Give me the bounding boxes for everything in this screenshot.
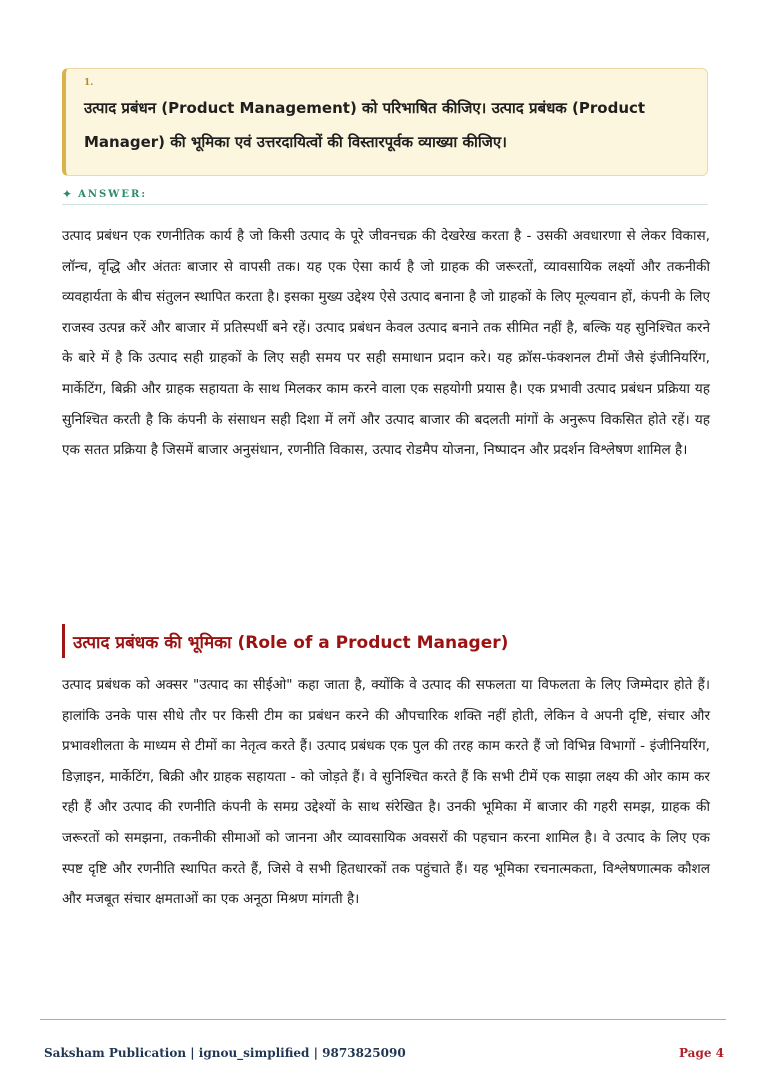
section-heading-text: उत्पाद प्रबंधक की भूमिका (Role of a Product Manager) [73, 632, 509, 653]
footer-publisher: Saksham Publication | ignou_simplified | 9873825090 [44, 1046, 406, 1060]
sparkle-icon: ✦ [62, 187, 73, 201]
heading-accent-bar [62, 624, 65, 658]
question-box [62, 68, 708, 176]
answer-paragraph-intro: उत्पाद प्रबंधन एक रणनीतिक कार्य है जो किसी उत्पाद के पूरे जीवनचक्र की देखरेख करता है - उसकी अवधारणा से लेकर विकास, लॉन्च, वृद्धि और अंततः बाजार से वापसी तक। यह एक ऐसा कार्य है जो ग्राहक की जरूरतों, व्यावसायिक लक्ष्यों और तकनीकी व्यवहार्यता के बीच संतुलन स्थापित करता है। इसका मुख्य उद्देश्य ऐसे उत्पाद बनाना है जो ग्राहकों के लिए मूल्यवान हों, कंपनी के लिए राजस्व उत्पन्न करें और बाजार में प्रतिस्पर्धी बने रहें। उत्पाद प्रबंधन केवल उत्पाद बनाने तक सीमित नहीं है, बल्कि यह सुनिश्चित करने के बारे में है कि उत्पाद सही ग्राहकों के लिए सही समय पर सही समाधान प्रदान करे। यह क्रॉस-फंक्शनल टीमों जैसे इंजीनियरिंग, मार्केटिंग, बिक्री और ग्राहक सहायता के साथ मिलकर काम करने वाला एक सहयोगी प्रयास है। एक प्रभावी उत्पाद प्रबंधन प्रक्रिया यह सुनिश्चित करती है कि कंपनी के संसाधन सही दिशा में लगें और उत्पाद बाजार की बदलती मांगों के अनुरूप विकसित होते रहें। यह एक सतत प्रक्रिया है जिसमें बाजार अनुसंधान, रणनीति विकास, उत्पाद रोडमैप योजना, निष्पादन और प्रदर्शन विश्लेषण शामिल है। [62, 228, 710, 459]
question-text: उत्पाद प्रबंधन (Product Management) को परिभाषित कीजिए। उत्पाद प्रबंधक (Product Manager) की भूमिका एवं उत्तरदायित्वों की विस्तारपूर्वक व्याख्या कीजिए। [84, 99, 646, 151]
question-number: 1. [84, 78, 94, 88]
section-heading [62, 623, 710, 659]
footer-page-number: Page 4 [678, 1046, 724, 1060]
answer-label-row [62, 184, 708, 205]
footer-divider [40, 1019, 726, 1020]
answer-paragraph-role: उत्पाद प्रबंधक को अक्सर "उत्पाद का सीईओ" कहा जाता है, क्योंकि वे उत्पाद की सफलता या विफलता के लिए जिम्मेदार होते हैं। हालांकि उनके पास सीधे तौर पर किसी टीम का प्रबंधन करने की औपचारिक शक्ति नहीं होती, लेकिन वे अपनी दृष्टि, संचार और प्रभावशीलता के माध्यम से टीमों का नेतृत्व करते हैं। उत्पाद प्रबंधक एक पुल की तरह काम करते हैं जो विभिन्न विभागों - इंजीनियरिंग, डिज़ाइन, मार्केटिंग, बिक्री और ग्राहक सहायता - को जोड़ते हैं। वे सुनिश्चित करते हैं कि सभी टीमें एक साझा लक्ष्य की ओर काम कर रही हैं और उत्पाद की रणनीति कंपनी के समग्र उद्देश्यों के साथ संरेखित है। उनकी भूमिका में बाजार की गहरी समझ, ग्राहक की जरूरतों को समझना, तकनीकी सीमाओं को जानना और व्यावसायिक अवसरों की पहचान करना शामिल है। वे उत्पाद के लिए एक स्पष्ट दृष्टि और रणनीति स्थापित करते हैं, जिसे वे सभी हितधारकों तक पहुंचाते हैं। यह भूमिका रचनात्मकता, विश्लेषणात्मक कौशल और मजबूत संचार क्षमताओं का एक अनूठा मिश्रण मांगती है। [62, 677, 710, 908]
answer-label: ANSWER: [78, 188, 148, 200]
